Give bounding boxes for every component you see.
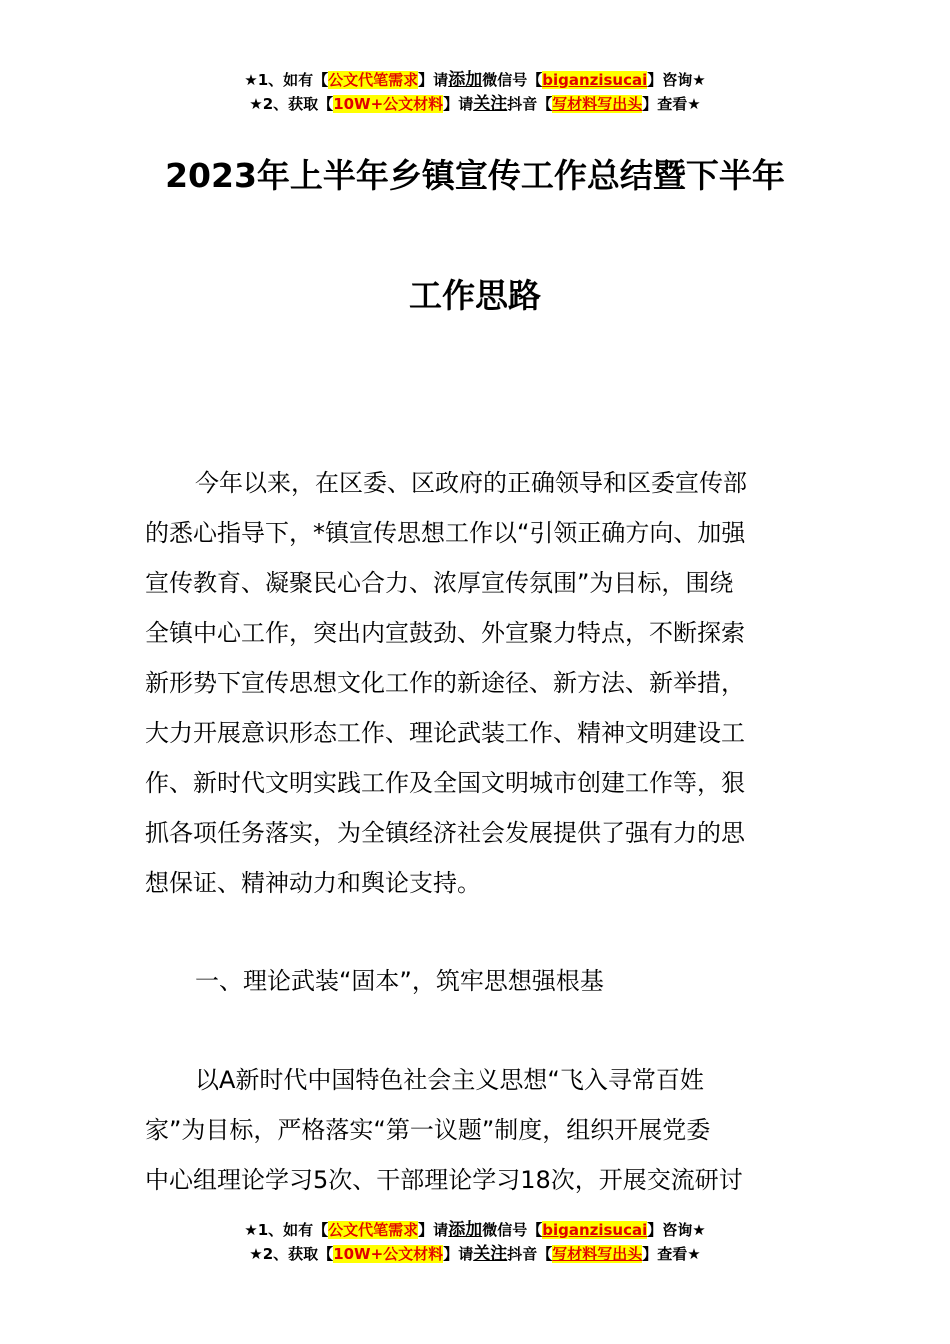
ad-highlight: 写材料写出头 (552, 1245, 643, 1263)
ad-highlight: 公文代笔需求 (328, 1221, 419, 1239)
ad-text: ★1、如有【 (244, 1221, 329, 1239)
text-line: 想保证、精神动力和舆论支持。 (145, 869, 481, 897)
ad-text: 】咨询★ (647, 1221, 706, 1239)
section-heading-1 (145, 956, 810, 1006)
text-line: 作、新时代文明实践工作及全国文明城市创建工作等，狠 (145, 769, 745, 797)
ad-emphasis: 添加 (448, 70, 483, 90)
ad-text: ★2、获取【 (249, 1245, 334, 1263)
ad-line-1 (0, 68, 950, 92)
ad-text: 】查看★ (642, 1245, 701, 1263)
ad-line-2 (0, 1242, 950, 1266)
ad-emphasis: 关注 (473, 94, 508, 114)
ad-text: ★1、如有【 (244, 71, 329, 89)
ad-banner-top (0, 68, 950, 116)
text-line: 家”为目标，严格落实“第一议题”制度，组织开展党委 (145, 1116, 711, 1144)
ad-text: 】查看★ (642, 95, 701, 113)
ad-text: 】请 (443, 95, 474, 113)
ad-text: 】请 (418, 71, 449, 89)
ad-text: 微信号【 (482, 1221, 543, 1239)
ad-highlight: 10W+公文材料 (333, 95, 444, 113)
ad-line-2 (0, 92, 950, 116)
paragraph-1 (145, 458, 810, 908)
doc-title-line-1: 2023年上半年乡镇宣传工作总结暨下半年 (165, 156, 785, 195)
ad-emphasis: 关注 (473, 1244, 508, 1264)
text-line: 的悉心指导下，*镇宣传思想工作以“引领正确方向、加强 (145, 519, 746, 547)
ad-highlight: 写材料写出头 (552, 95, 643, 113)
ad-banner-bottom (0, 1218, 950, 1266)
doc-title-line-2: 工作思路 (409, 276, 541, 315)
ad-text: 】请 (418, 1221, 449, 1239)
text-line: 以A新时代中国特色社会主义思想“飞入寻常百姓 (195, 1066, 704, 1094)
heading-text: 一、理论武装“固本”，筑牢思想强根基 (195, 967, 604, 995)
text-line: 新形势下宣传思想文化工作的新途径、新方法、新举措， (145, 669, 745, 697)
text-line: 今年以来，在区委、区政府的正确领导和区委宣传部 (195, 469, 747, 497)
ad-text: 微信号【 (482, 71, 543, 89)
ad-highlight: 10W+公文材料 (333, 1245, 444, 1263)
paragraph-2 (145, 1055, 810, 1205)
text-line: 宣传教育、凝聚民心合力、浓厚宣传氛围”为目标，围绕 (145, 569, 734, 597)
text-line: 中心组理论学习5次、干部理论学习18次，开展交流研讨 (145, 1166, 743, 1194)
ad-highlight: 公文代笔需求 (328, 71, 419, 89)
ad-wechat-id: biganzisucai (542, 71, 648, 89)
ad-text: ★2、获取【 (249, 95, 334, 113)
ad-text: 抖音【 (507, 95, 553, 113)
ad-line-1 (0, 1218, 950, 1242)
text-line: 大力开展意识形态工作、理论武装工作、精神文明建设工 (145, 719, 745, 747)
text-line: 抓各项任务落实，为全镇经济社会发展提供了强有力的思 (145, 819, 745, 847)
ad-wechat-id: biganzisucai (542, 1221, 648, 1239)
text-line: 全镇中心工作，突出内宣鼓劲、外宣聚力特点，不断探索 (145, 619, 745, 647)
ad-text: 】请 (443, 1245, 474, 1263)
ad-text: 】咨询★ (647, 71, 706, 89)
ad-emphasis: 添加 (448, 1220, 483, 1240)
ad-text: 抖音【 (507, 1245, 553, 1263)
